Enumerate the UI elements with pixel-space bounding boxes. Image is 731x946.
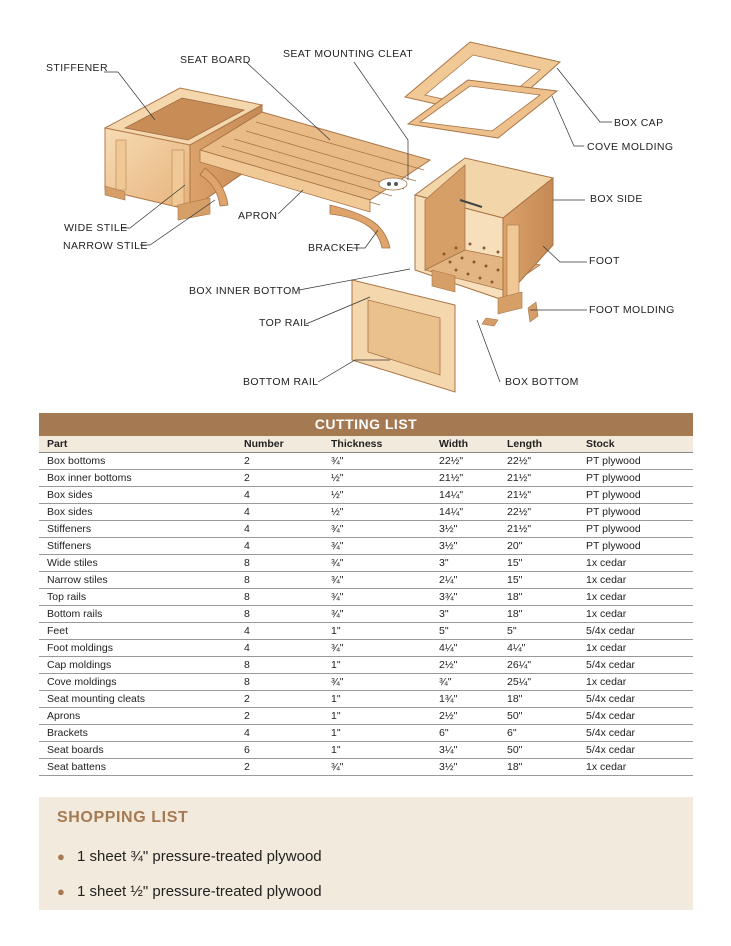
cell-thickness: ½" xyxy=(323,470,431,487)
table-row xyxy=(39,504,693,521)
cell-number: 2 xyxy=(236,453,323,470)
label-cove-molding: COVE MOLDING xyxy=(587,141,674,153)
cell-width: 21½" xyxy=(431,470,499,487)
cell-length: 21½" xyxy=(499,521,578,538)
cell-part: Box sides xyxy=(39,487,236,504)
side-panel xyxy=(352,280,455,392)
cell-part: Aprons xyxy=(39,708,236,725)
label-bracket: BRACKET xyxy=(308,242,361,254)
cell-stock: PT plywood xyxy=(578,538,693,555)
cell-thickness: 1" xyxy=(323,742,431,759)
cell-thickness: ¾" xyxy=(323,538,431,555)
cell-stock: 5/4x cedar xyxy=(578,657,693,674)
label-box-side: BOX SIDE xyxy=(590,193,643,205)
cell-stock: 5/4x cedar xyxy=(578,623,693,640)
cell-thickness: ¾" xyxy=(323,589,431,606)
cell-length: 5" xyxy=(499,623,578,640)
cell-width: 2½" xyxy=(431,657,499,674)
cell-thickness: ½" xyxy=(323,504,431,521)
cell-part: Seat mounting cleats xyxy=(39,691,236,708)
table-row xyxy=(39,521,693,538)
cell-stock: 1x cedar xyxy=(578,555,693,572)
table-row xyxy=(39,674,693,691)
cell-part: Box inner bottoms xyxy=(39,470,236,487)
cell-stock: 1x cedar xyxy=(578,640,693,657)
cell-number: 4 xyxy=(236,504,323,521)
cell-thickness: 1" xyxy=(323,725,431,742)
cell-part: Stiffeners xyxy=(39,538,236,555)
cell-length: 22½" xyxy=(499,504,578,521)
cell-stock: PT plywood xyxy=(578,487,693,504)
cell-number: 8 xyxy=(236,555,323,572)
header-width: Width xyxy=(431,436,499,453)
cell-thickness: ¾" xyxy=(323,674,431,691)
table-row xyxy=(39,640,693,657)
cell-width: 14¼" xyxy=(431,487,499,504)
cutting-list-body xyxy=(39,453,693,776)
cell-stock: 1x cedar xyxy=(578,759,693,776)
cell-thickness: ¾" xyxy=(323,606,431,623)
cell-part: Seat boards xyxy=(39,742,236,759)
header-stock: Stock xyxy=(578,436,693,453)
shopping-list-title: SHOPPING LIST xyxy=(57,809,189,826)
cell-width: 3½" xyxy=(431,759,499,776)
cell-length: 22½" xyxy=(499,453,578,470)
cell-part: Cap moldings xyxy=(39,657,236,674)
cell-number: 2 xyxy=(236,470,323,487)
cell-length: 18" xyxy=(499,759,578,776)
cell-width: 2½" xyxy=(431,708,499,725)
label-seat-mounting-cleat: SEAT MOUNTING CLEAT xyxy=(283,48,414,60)
table-row xyxy=(39,742,693,759)
cell-length: 26¼" xyxy=(499,657,578,674)
table-row xyxy=(39,572,693,589)
cell-length: 50" xyxy=(499,708,578,725)
cell-stock: 5/4x cedar xyxy=(578,708,693,725)
cell-width: 3" xyxy=(431,606,499,623)
cell-stock: PT plywood xyxy=(578,453,693,470)
cell-part: Wide stiles xyxy=(39,555,236,572)
cell-part: Box bottoms xyxy=(39,453,236,470)
exploded-diagram xyxy=(0,0,731,405)
cell-stock: PT plywood xyxy=(578,521,693,538)
cell-thickness: ½" xyxy=(323,487,431,504)
cutting-list xyxy=(39,413,693,776)
cell-number: 4 xyxy=(236,623,323,640)
cell-part: Brackets xyxy=(39,725,236,742)
cell-length: 20" xyxy=(499,538,578,555)
shopping-list-item xyxy=(57,848,322,865)
cell-part: Foot moldings xyxy=(39,640,236,657)
cell-thickness: ¾" xyxy=(323,555,431,572)
cell-number: 2 xyxy=(236,691,323,708)
cell-width: 5" xyxy=(431,623,499,640)
cell-length: 18" xyxy=(499,606,578,623)
cell-part: Top rails xyxy=(39,589,236,606)
table-row xyxy=(39,691,693,708)
table-row xyxy=(39,725,693,742)
cell-thickness: ¾" xyxy=(323,640,431,657)
header-thickness: Thickness xyxy=(323,436,431,453)
cell-number: 8 xyxy=(236,572,323,589)
cell-length: 4¼" xyxy=(499,640,578,657)
table-row xyxy=(39,657,693,674)
cell-width: 3¼" xyxy=(431,742,499,759)
shopping-list xyxy=(39,797,693,910)
label-top-rail: TOP RAIL xyxy=(259,317,310,329)
cell-number: 2 xyxy=(236,759,323,776)
header-length: Length xyxy=(499,436,578,453)
table-row xyxy=(39,487,693,504)
cell-width: 3¾" xyxy=(431,589,499,606)
table-row xyxy=(39,589,693,606)
label-box-inner-bottom: BOX INNER BOTTOM xyxy=(189,285,301,297)
cell-length: 15" xyxy=(499,572,578,589)
table-row xyxy=(39,470,693,487)
cutting-list-table xyxy=(39,436,693,776)
label-foot: FOOT xyxy=(589,255,620,267)
shopping-item-text: 1 sheet ¾" pressure-treated plywood xyxy=(77,848,322,865)
cell-number: 4 xyxy=(236,640,323,657)
cell-number: 6 xyxy=(236,742,323,759)
cell-number: 2 xyxy=(236,708,323,725)
cell-length: 18" xyxy=(499,691,578,708)
cell-width: ¾" xyxy=(431,674,499,691)
cell-number: 8 xyxy=(236,657,323,674)
label-bottom-rail: BOTTOM RAIL xyxy=(243,376,319,388)
cell-stock: 1x cedar xyxy=(578,589,693,606)
header-number: Number xyxy=(236,436,323,453)
cell-length: 21½" xyxy=(499,487,578,504)
shopping-list-item xyxy=(57,883,322,900)
cell-stock: 1x cedar xyxy=(578,606,693,623)
cell-width: 2¼" xyxy=(431,572,499,589)
cell-thickness: ¾" xyxy=(323,453,431,470)
cell-length: 6" xyxy=(499,725,578,742)
cell-stock: 1x cedar xyxy=(578,572,693,589)
cell-length: 15" xyxy=(499,555,578,572)
cell-part: Seat battens xyxy=(39,759,236,776)
cell-part: Stiffeners xyxy=(39,521,236,538)
cell-number: 8 xyxy=(236,674,323,691)
cell-stock: 5/4x cedar xyxy=(578,742,693,759)
cell-stock: PT plywood xyxy=(578,504,693,521)
cell-width: 3" xyxy=(431,555,499,572)
cell-width: 3½" xyxy=(431,521,499,538)
label-narrow-stile: NARROW STILE xyxy=(63,240,148,252)
label-seat-board: SEAT BOARD xyxy=(180,54,251,66)
cell-width: 1¾" xyxy=(431,691,499,708)
cell-width: 4¼" xyxy=(431,640,499,657)
bullet-icon: ● xyxy=(57,884,65,899)
cell-thickness: ¾" xyxy=(323,572,431,589)
cell-number: 4 xyxy=(236,538,323,555)
cell-number: 4 xyxy=(236,487,323,504)
cell-thickness: 1" xyxy=(323,691,431,708)
cell-thickness: ¾" xyxy=(323,521,431,538)
table-row xyxy=(39,623,693,640)
table-header-row xyxy=(39,436,693,453)
label-foot-molding: FOOT MOLDING xyxy=(589,304,675,316)
bullet-icon: ● xyxy=(57,849,65,864)
cell-length: 18" xyxy=(499,589,578,606)
cell-thickness: 1" xyxy=(323,708,431,725)
cell-part: Narrow stiles xyxy=(39,572,236,589)
label-stiffener: STIFFENER xyxy=(46,62,108,74)
cell-stock: 5/4x cedar xyxy=(578,725,693,742)
cell-length: 21½" xyxy=(499,470,578,487)
cell-part: Box sides xyxy=(39,504,236,521)
table-row xyxy=(39,555,693,572)
cell-width: 3½" xyxy=(431,538,499,555)
cell-width: 22½" xyxy=(431,453,499,470)
cell-thickness: 1" xyxy=(323,623,431,640)
label-wide-stile: WIDE STILE xyxy=(64,222,128,234)
cell-number: 8 xyxy=(236,606,323,623)
label-box-cap: BOX CAP xyxy=(614,117,664,129)
table-row xyxy=(39,759,693,776)
cell-length: 50" xyxy=(499,742,578,759)
cell-length: 25¼" xyxy=(499,674,578,691)
cell-part: Bottom rails xyxy=(39,606,236,623)
cell-thickness: ¾" xyxy=(323,759,431,776)
shopping-item-text: 1 sheet ½" pressure-treated plywood xyxy=(77,883,322,900)
cell-stock: PT plywood xyxy=(578,470,693,487)
table-row xyxy=(39,538,693,555)
table-row xyxy=(39,453,693,470)
cell-number: 8 xyxy=(236,589,323,606)
table-row xyxy=(39,606,693,623)
cell-stock: 1x cedar xyxy=(578,674,693,691)
cell-part: Cove moldings xyxy=(39,674,236,691)
label-apron: APRON xyxy=(238,210,278,222)
cutting-list-title: CUTTING LIST xyxy=(39,413,693,436)
bench-seat xyxy=(200,112,430,248)
label-box-bottom: BOX BOTTOM xyxy=(505,376,579,388)
header-part: Part xyxy=(39,436,236,453)
cell-part: Feet xyxy=(39,623,236,640)
cell-stock: 5/4x cedar xyxy=(578,691,693,708)
cell-number: 4 xyxy=(236,725,323,742)
cell-number: 4 xyxy=(236,521,323,538)
table-row xyxy=(39,708,693,725)
cell-width: 14¼" xyxy=(431,504,499,521)
cell-thickness: 1" xyxy=(323,657,431,674)
cell-width: 6" xyxy=(431,725,499,742)
